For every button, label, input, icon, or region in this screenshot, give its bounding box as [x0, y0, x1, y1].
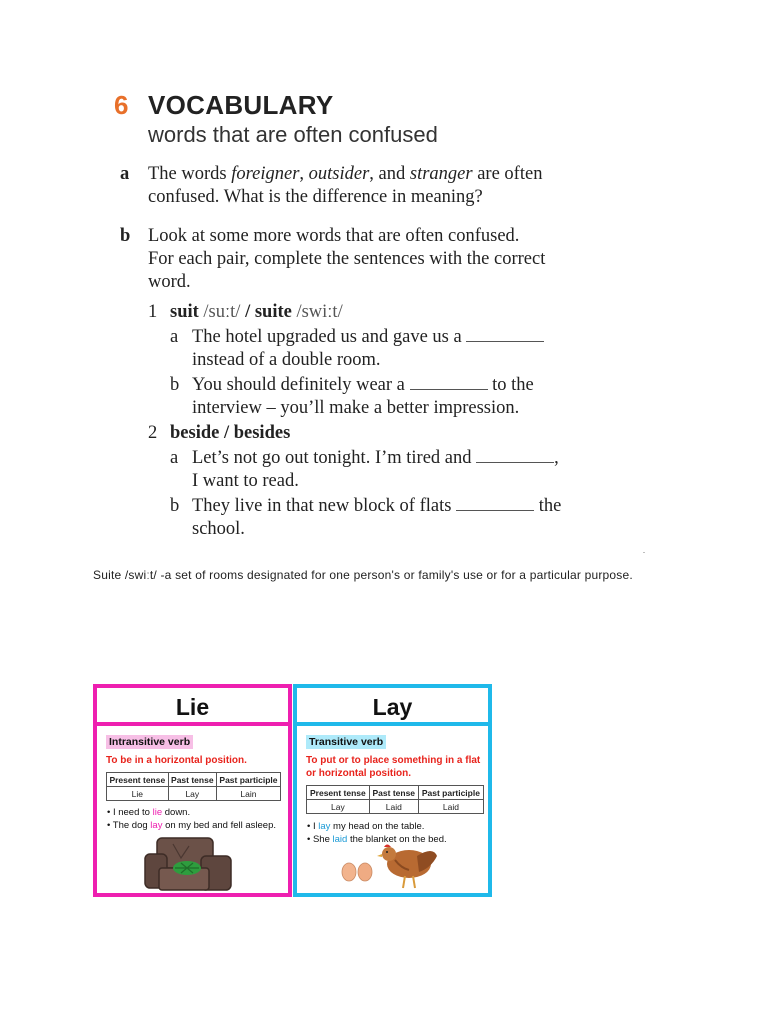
- part-b-line3: word.: [148, 272, 191, 292]
- lie-card-title: Lie: [97, 688, 288, 726]
- text: The words: [148, 164, 232, 184]
- header-past: Past tense: [369, 786, 418, 800]
- part-b-line2: For each pair, complete the sentences with the correct: [148, 249, 546, 269]
- text: • The dog: [107, 820, 151, 831]
- header-present: Present tense: [307, 786, 370, 800]
- text: , and: [369, 164, 410, 184]
- form-present: Lie: [107, 787, 169, 801]
- item1-heading: [170, 301, 343, 324]
- lay-example-1: [307, 820, 491, 833]
- lay-definition: To put or to place something in a flat or horizontal position.: [306, 755, 481, 779]
- text: • I: [307, 821, 319, 832]
- form-past: Lay: [168, 787, 216, 801]
- text: are often: [472, 164, 543, 184]
- text: down.: [162, 807, 191, 818]
- item1-a-line1: [192, 326, 544, 349]
- header-participle: Past participle: [216, 773, 280, 787]
- text: my head on the table.: [330, 821, 425, 832]
- lay-forms-table: [306, 785, 484, 814]
- item1-b-label: b: [170, 375, 180, 395]
- lay-card: [293, 684, 492, 897]
- form-participle: Laid: [418, 800, 483, 814]
- slash: /: [240, 302, 255, 322]
- item2-number: 2: [148, 423, 158, 443]
- item2-b-label: b: [170, 496, 180, 516]
- highlight: lay: [318, 821, 331, 832]
- word-outsider: outsider: [308, 164, 370, 184]
- pron-suite: /swiːt/: [291, 302, 343, 322]
- pron-suit: /suːt/: [198, 302, 241, 322]
- item2-a-line2: I want to read.: [192, 471, 299, 491]
- header-past: Past tense: [168, 773, 216, 787]
- form-participle: Lain: [216, 787, 280, 801]
- part-b-label: b: [120, 226, 131, 246]
- answer-blank[interactable]: [476, 448, 554, 463]
- item1-number: 1: [148, 302, 158, 322]
- text: ,: [299, 164, 309, 184]
- word-suit: suit: [170, 302, 199, 322]
- text: the: [534, 496, 562, 516]
- item1-b-line2: interview – you’ll make a better impression.: [192, 398, 520, 418]
- answer-blank[interactable]: [410, 375, 488, 390]
- lie-examples: [107, 806, 291, 832]
- text: ,: [554, 448, 559, 468]
- item1-a-label: a: [170, 327, 179, 347]
- text: • I need to: [107, 807, 153, 818]
- lie-definition: To be in a horizontal position.: [106, 755, 247, 766]
- part-b-line1: Look at some more words that are often confused.: [148, 226, 520, 246]
- eggs-icon: [339, 860, 375, 882]
- lay-verb-type: Transitive verb: [306, 735, 386, 749]
- item2-b-line2: school.: [192, 519, 245, 539]
- text: on my bed and fell asleep.: [162, 820, 276, 831]
- section-title: VOCABULARY: [148, 90, 334, 120]
- hen-icon: [375, 838, 441, 892]
- text: the blanket on the bed.: [347, 834, 447, 845]
- text: • She: [307, 834, 333, 845]
- highlight: lay: [150, 820, 163, 831]
- part-a-line2: confused. What is the difference in meaning?: [148, 187, 483, 207]
- section-number: 6: [114, 90, 129, 120]
- word-stranger: stranger: [409, 164, 473, 184]
- lie-verb-type: Intransitive verb: [106, 735, 193, 749]
- lie-example-2: [107, 819, 291, 832]
- text: to the: [487, 375, 534, 395]
- item2-a-label: a: [170, 448, 179, 468]
- header-participle: Past participle: [418, 786, 483, 800]
- word-suite: suite: [254, 302, 292, 322]
- lie-forms-table: [106, 772, 281, 801]
- form-present: Lay: [307, 800, 370, 814]
- lay-card-title: Lay: [297, 688, 488, 726]
- form-past: Laid: [369, 800, 418, 814]
- lie-example-1: [107, 806, 291, 819]
- answer-blank[interactable]: [466, 327, 544, 342]
- item2-heading: beside / besides: [170, 423, 291, 443]
- header-present: Present tense: [107, 773, 169, 787]
- armchair-icon: [143, 834, 235, 894]
- word-foreigner: foreigner: [231, 164, 300, 184]
- section-subtitle: words that are often confused: [148, 122, 438, 147]
- part-a-label: a: [120, 164, 130, 184]
- highlight: lie: [152, 807, 163, 818]
- definition-note: Suite /swiːt/ -a set of rooms designated for one person's or family's use or for a particular purpose.: [93, 568, 633, 582]
- text: They live in that new block of flats: [192, 496, 452, 516]
- item2-b-line1: [192, 495, 561, 518]
- item1-b-line1: [192, 374, 534, 397]
- stray-dot: .: [643, 546, 645, 555]
- part-a-line1: [148, 163, 542, 186]
- text: Let’s not go out tonight. I’m tired and: [192, 448, 472, 468]
- item1-a-line2: instead of a double room.: [192, 350, 381, 370]
- answer-blank[interactable]: [456, 496, 534, 511]
- text: The hotel upgraded us and gave us a: [192, 327, 462, 347]
- item2-a-line1: [192, 447, 559, 470]
- lie-card: [93, 684, 292, 897]
- highlight: laid: [332, 834, 348, 845]
- text: You should definitely wear a: [192, 375, 405, 395]
